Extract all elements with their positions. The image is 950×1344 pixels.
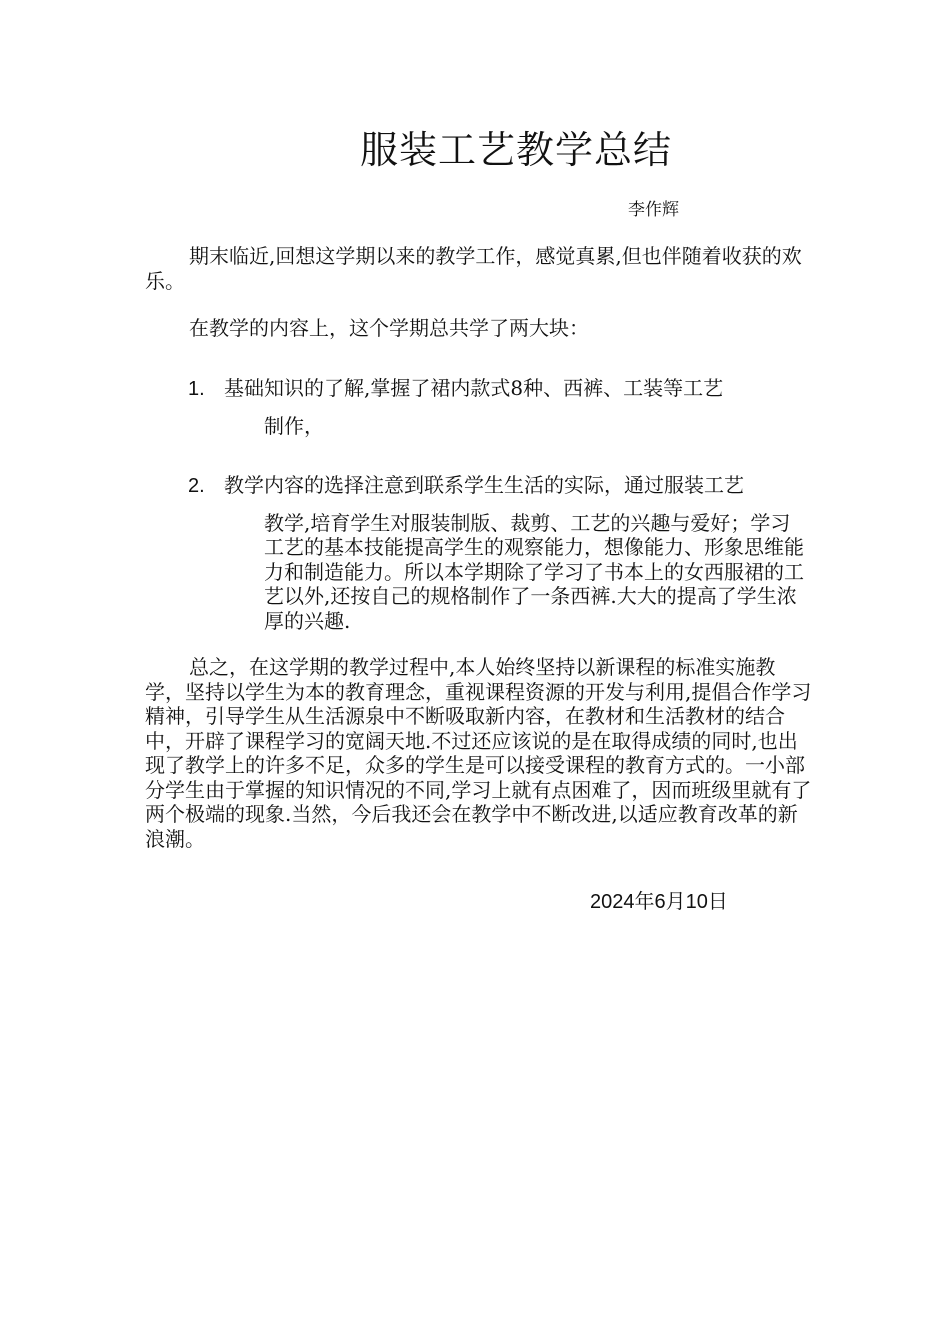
list-number: 2. (188, 475, 205, 497)
document-date: 2024年6月10日 (590, 891, 728, 913)
list-item-first-line: 基础知识的了解,掌握了裙内款式8种、西裤、工装等工艺 (224, 376, 724, 400)
author-name: 李作辉 (628, 200, 679, 220)
list-number: 1. (188, 378, 205, 400)
intro-paragraph: 期末临近,回想这学期以来的教学工作，感觉真累,但也伴随着收获的欢乐。 (145, 244, 802, 293)
content-intro-paragraph: 在教学的内容上，这个学期总共学了两大块： (189, 316, 589, 340)
list-item-continuation: 制作， (264, 413, 324, 438)
list-item-first-line: 教学内容的选择注意到联系学生生活的实际，通过服装工艺 (224, 473, 744, 497)
list-item-continuation: 教学,培育学生对服装制版、裁剪、工艺的兴趣与爱好；学习工艺的基本技能提高学生的观察能力，想像能力、形象思维能力和制造能力。所以本学期除了学习了书本上的女西服裙的工艺以外,还按自己的规格制作了一条西裤.大大的提高了学生浓厚的兴趣. (264, 510, 804, 633)
document-title: 服装工艺教学总结 (359, 128, 672, 172)
summary-paragraph: 总之，在这学期的教学过程中,本人始终坚持以新课程的标准实施教学，坚持以学生为本的教育理念，重视课程资源的开发与利用,提倡合作学习精神，引导学生从生活源泉中不断吸取新内容，在教材和生活教材的结合中，开辟了课程学习的宽阔天地.不过还应该说的是在取得成绩的同时,也出现了教学上的许多不足，众多的学生是可以接受课程的教育方式的。一小部分学生由于掌握的知识情况的不同,学习上就有点困难了，因而班级里就有了两个极端的现象.当然，今后我还会在教学中不断改进,以适应教育改革的新浪潮。 (145, 655, 812, 851)
list-item (188, 473, 828, 633)
list-item (188, 376, 828, 438)
